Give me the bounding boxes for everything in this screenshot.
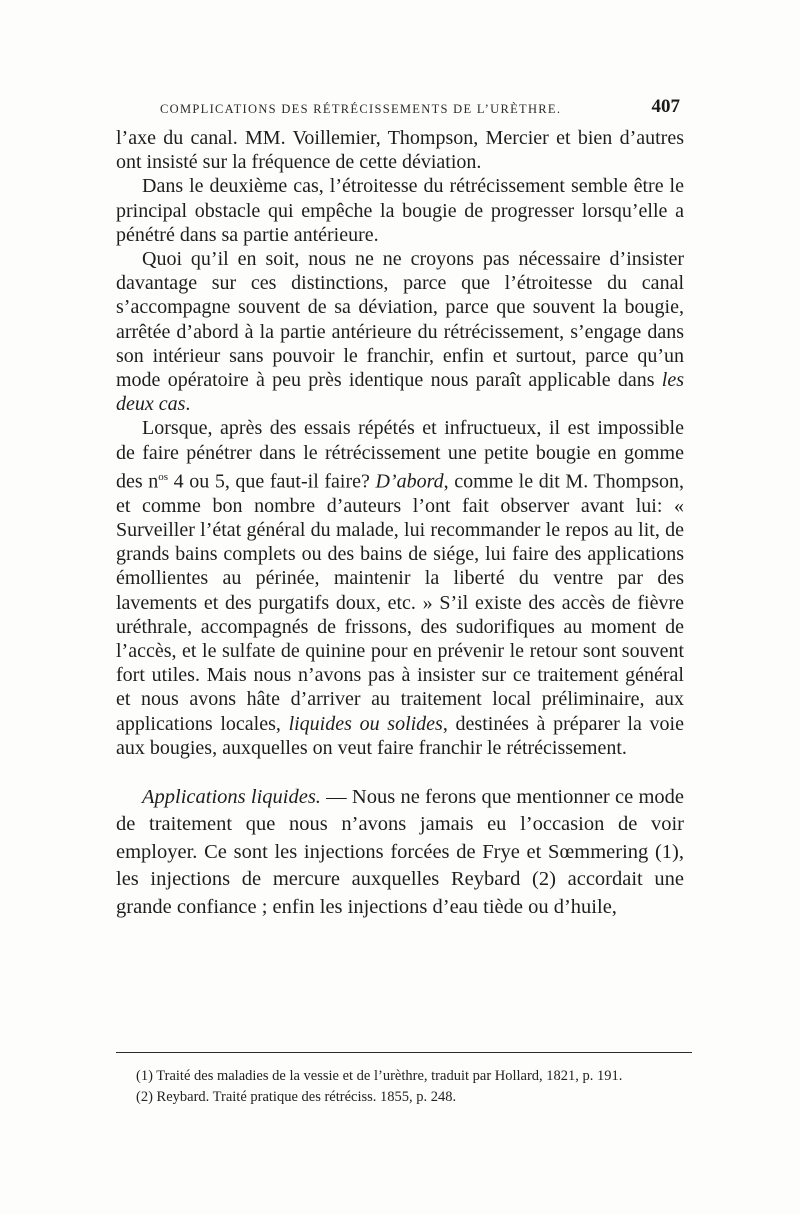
body-text — [116, 126, 684, 921]
paragraph-4 — [116, 416, 684, 760]
paragraph-5-text: Nous ne ferons que mentionner ce mode de traitement que nous n’avons jamais eu l’occasion de voir employer. Ce sont les injections forcées de Frye et Sœmmering (1), les injections de mercure auxquelles Reybard (2) accordait une grande confiance ; enfin les injections d’eau tiède ou d’huile, — [116, 785, 684, 918]
paragraph-4-emphasis-2: liquides ou solides — [288, 712, 443, 735]
footnotes — [116, 1066, 692, 1108]
paragraph-4-text-a: Lorsque, après des essais répétés et infructueux, il est impossible de faire pénétrer dans le rétrécissement une petite bougie en gomme des n — [116, 417, 684, 493]
running-title: COMPLICATIONS DES RÉTRÉCISSEMENTS DE L’URÈTHRE. — [160, 102, 562, 116]
footnote-2 — [116, 1087, 692, 1108]
footnote-2-mark: (2) — [136, 1089, 153, 1105]
paragraph-4-text-c: , comme le dit M. Thompson, et comme bon nombre d’auteurs l’ont fait observer avant lui: « Surveiller l’état général du malade, lui recommander le repos au lit, de grands bains complets ou des bains de siége, lui faire des applications émollientes au périnée, maintenir la liberté du ventre par des lavements et des purgatifs doux, etc. » S’il existe des accès de fièvre uréthrale, accompagnés de frissons, des sudorifiques au moment de l’accès, et le sulfate de quinine pour en prévenir le retour sont souvent fort utiles. Mais nous n’avons pas à insister sur ce traitement général et nous avons hâte d’arriver au traitement local préliminaire, aux applications locales, — [116, 470, 684, 735]
paragraph-2 — [116, 174, 684, 247]
paragraph-1-text: l’axe du canal. MM. Voillemier, Thompson, Mercier et bien d’autres ont insisté sur la fréquence de cette déviation. — [116, 127, 684, 174]
footnote-2-text: Reybard. Traité pratique des rétréciss. 1855, p. 248. — [152, 1089, 457, 1105]
paragraph-3-end: . — [185, 393, 191, 416]
section-dash: — — [320, 785, 352, 808]
paragraph-3 — [116, 247, 684, 416]
footnote-1-mark: (1) — [136, 1068, 153, 1084]
footnote-1 — [116, 1066, 692, 1087]
paragraph-4-text-b: 4 ou 5, que faut-il faire? — [168, 470, 376, 493]
paragraph-2-text: Dans le deuxième cas, l’étroitesse du rétrécissement semble être le principal obstacle qui empêche la bougie de progresser lorsqu’elle a pénétré dans sa partie antérieure. — [116, 175, 684, 246]
paragraph-5 — [116, 784, 684, 922]
page-number: 407 — [651, 96, 680, 117]
section-title: Applications liquides. — [142, 785, 321, 808]
running-head — [160, 98, 680, 122]
paragraph-4-superscript: os — [158, 470, 169, 483]
footnote-rule — [116, 1052, 692, 1053]
paragraph-3-emphasis: les deux cas — [116, 369, 684, 416]
paragraph-3-text: Quoi qu’il en soit, nous ne ne croyons pas nécessaire d’insister davantage sur ces distinctions, parce que l’étroitesse du canal s’accompagne souvent de sa déviation, parce que souvent la bougie, arrêtée d’abord à la partie antérieure du rétrécissement, s’engage dans son intérieur sans pouvoir le franchir, enfin et surtout, parce qu’un mode opératoire à peu près identique nous paraît applicable dans — [116, 248, 684, 392]
paragraph-1 — [116, 126, 684, 174]
paragraph-4-emphasis-1: D’abord — [375, 470, 444, 493]
paragraph-4-text-d: , destinées à préparer la voie aux bougies, auxquelles on veut faire franchir le rétrécissement. — [116, 712, 684, 759]
footnote-1-text: Traité des maladies de la vessie et de l’urèthre, traduit par Hollard, 1821, p. 191. — [152, 1068, 623, 1084]
